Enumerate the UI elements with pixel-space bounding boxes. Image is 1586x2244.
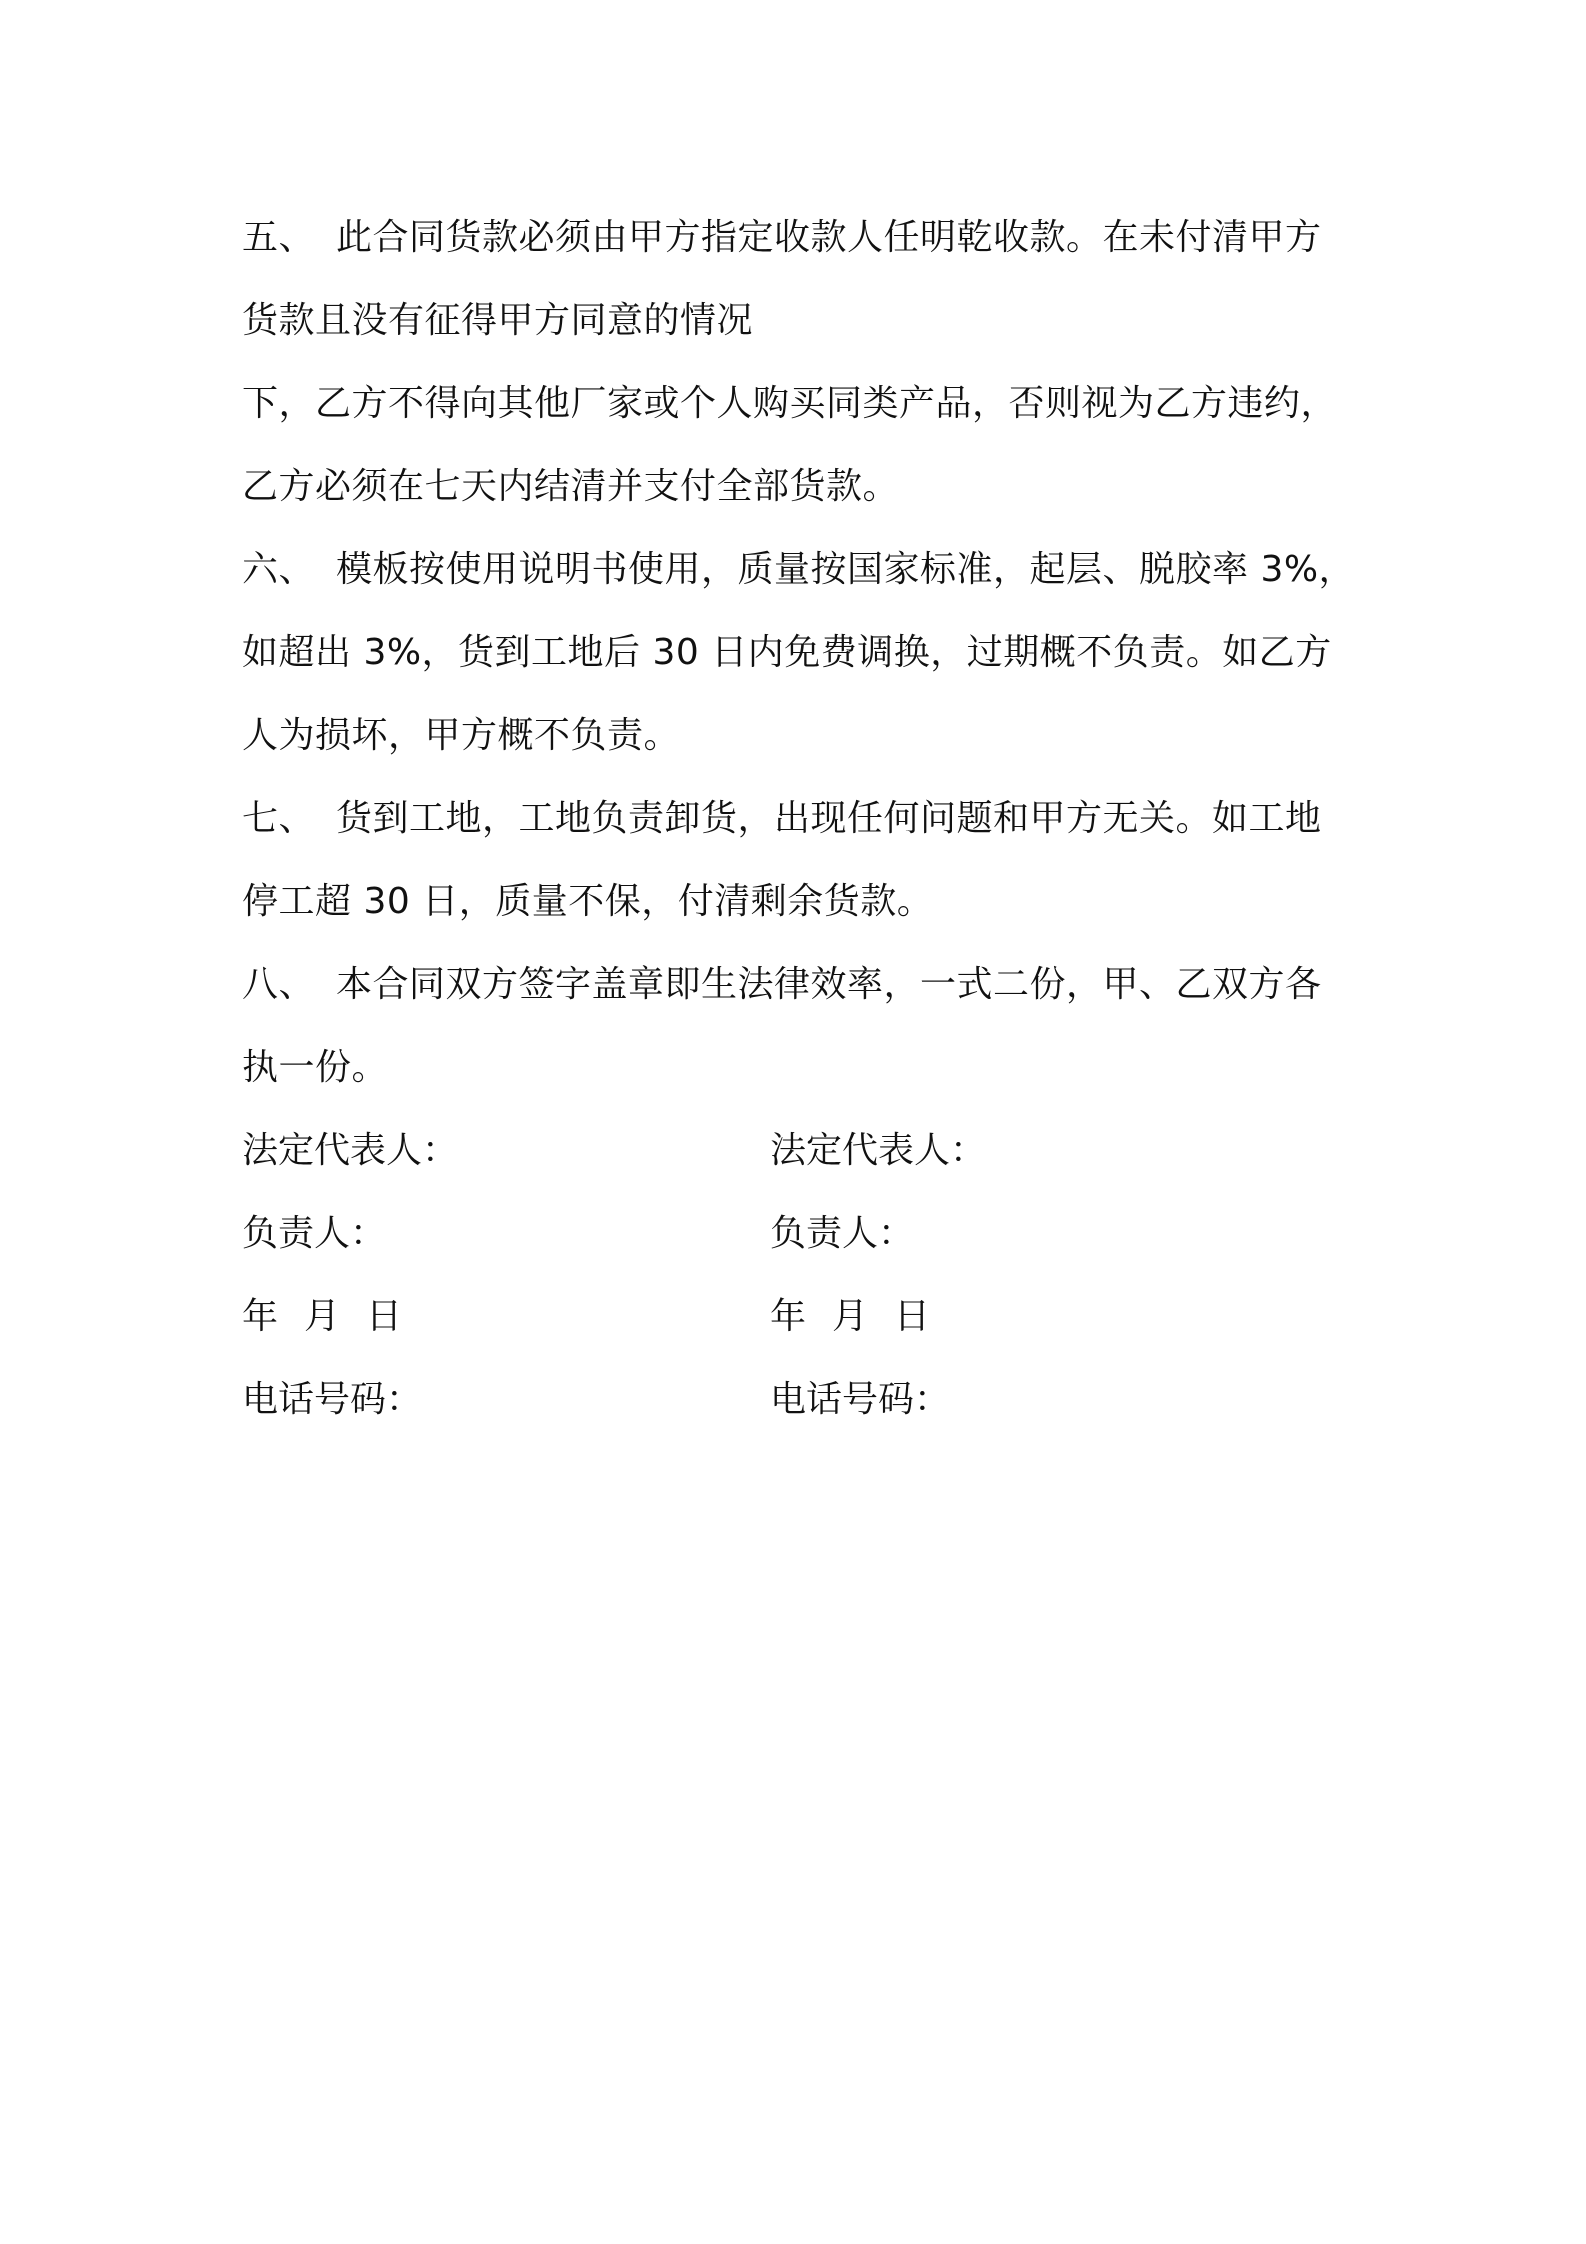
date-month: 月 bbox=[304, 1296, 341, 1337]
clause-5-line-1 bbox=[242, 196, 1362, 279]
clause-text: 此合同货款必须由甲方指定收款人任明乾收款。在未付清甲方 bbox=[336, 217, 1322, 258]
party-b-legal-rep-label: 法定代表人： bbox=[770, 1130, 987, 1171]
party-a-date bbox=[242, 1275, 428, 1358]
clause-text: 货到工地，工地负责卸货，出现任何问题和甲方无关。如工地 bbox=[336, 798, 1322, 839]
party-a-person-in-charge-label: 负责人： bbox=[242, 1213, 387, 1254]
clause-6-line-2: 如超出 3%，货到工地后 30 日内免费调换，过期概不负责。如乙方 bbox=[242, 632, 1332, 673]
contract-body bbox=[242, 196, 1362, 1441]
clause-5-line-3: 下，乙方不得向其他厂家或个人购买同类产品，否则视为乙方违约， bbox=[242, 383, 1338, 424]
signature-row-legal-rep bbox=[242, 1109, 1362, 1192]
clause-number: 五、 bbox=[242, 217, 316, 258]
party-b-date bbox=[770, 1275, 956, 1358]
date-year: 年 bbox=[770, 1296, 807, 1337]
signature-row-person-in-charge bbox=[242, 1192, 1362, 1275]
party-a-phone-label: 电话号码： bbox=[242, 1379, 423, 1420]
clause-text: 模板按使用说明书使用，质量按国家标准，起层、脱胶率 3%， bbox=[336, 549, 1356, 590]
signature-row-phone bbox=[242, 1358, 1362, 1441]
clause-5-line-4: 乙方必须在七天内结清并支付全部货款。 bbox=[242, 466, 900, 507]
date-year: 年 bbox=[242, 1296, 279, 1337]
clause-7-line-2: 停工超 30 日，质量不保，付清剩余货款。 bbox=[242, 881, 934, 922]
signature-row-date bbox=[242, 1275, 1362, 1358]
date-day: 日 bbox=[894, 1296, 931, 1337]
clause-6-line-3: 人为损坏，甲方概不负责。 bbox=[242, 715, 681, 756]
clause-8-line-2: 执一份。 bbox=[242, 1047, 389, 1088]
party-a-legal-rep-label: 法定代表人： bbox=[242, 1130, 459, 1171]
clause-6-line-1 bbox=[242, 528, 1362, 611]
clause-8-line-1 bbox=[242, 943, 1362, 1026]
clause-number: 八、 bbox=[242, 964, 316, 1005]
clause-text: 本合同双方签字盖章即生法律效率，一式二份，甲、乙双方各 bbox=[336, 964, 1322, 1005]
clause-5-line-2: 货款且没有征得甲方同意的情况 bbox=[242, 300, 754, 341]
clause-number: 七、 bbox=[242, 798, 316, 839]
party-b-phone-label: 电话号码： bbox=[770, 1379, 951, 1420]
date-month: 月 bbox=[832, 1296, 869, 1337]
clause-number: 六、 bbox=[242, 549, 316, 590]
party-b-person-in-charge-label: 负责人： bbox=[770, 1213, 915, 1254]
clause-7-line-1 bbox=[242, 777, 1362, 860]
date-day: 日 bbox=[366, 1296, 403, 1337]
